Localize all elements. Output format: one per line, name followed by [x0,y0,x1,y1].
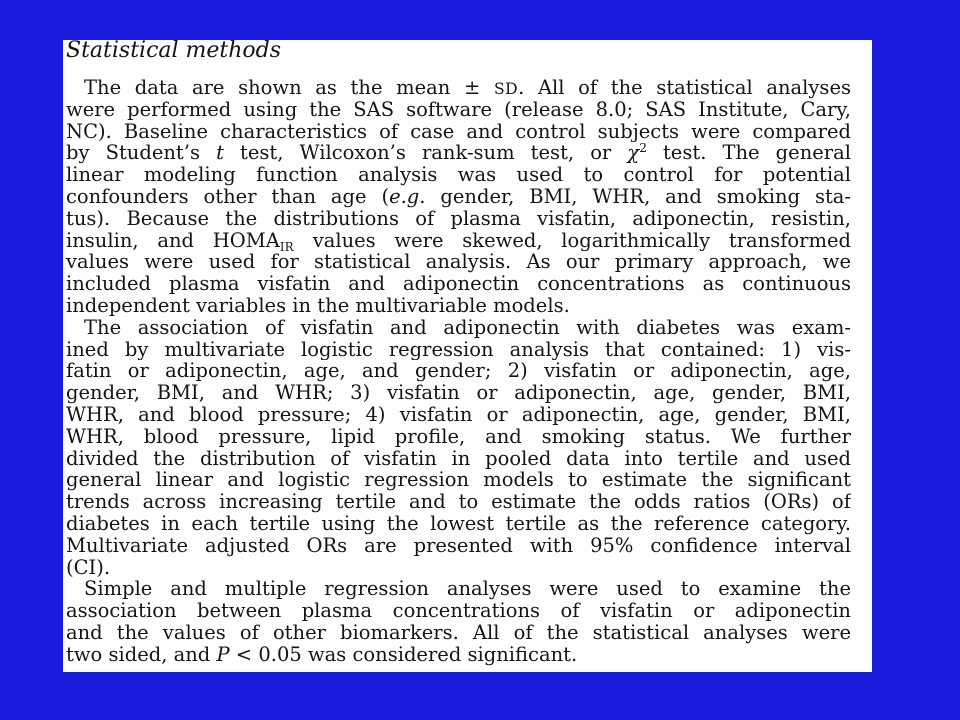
paragraph-logistic-regression [66,317,851,579]
text-segment: confounders other than age ( [66,185,390,208]
text-segment: two sided, and [66,643,217,666]
text-line: association between plasma concentrations of visfatin or adiponectin [66,600,851,622]
text-segment: gender, BMI, WHR, and smoking sta- [425,185,851,208]
text-segment: The data are shown as the mean ± [84,77,494,99]
text-line: diabetes in each tertile using the lowest tertile as the reference category. [66,512,851,535]
text-line: NC). Baseline characteristics of case and control subjects were compared [66,120,851,143]
chi-symbol: χ [627,142,640,165]
text-line: Multivariate adjusted ORs are presented with 95% confidence interval [66,534,851,557]
text-line: were performed using the SAS software (release 8.0; SAS Institute, Cary, [66,98,851,121]
text-line [66,186,851,208]
text-segment: . All of the statistical analyses [518,77,851,99]
text-line: values were used for statistical analysis. As our primary approach, we [66,251,851,274]
text-segment: values were skewed, logarithmically transformed [293,229,851,252]
text-segment: by Student’s [66,142,217,165]
text-segment: < 0.05 was considered significant. [229,643,578,666]
text-line: linear modeling function analysis was used to control for potential [66,164,851,186]
text-line [66,644,851,666]
text-line: divided the distribution of visfatin in pooled data into tertile and used [66,447,851,470]
text-line: fatin or adiponectin, age, and gender; 2) visfatin or adiponectin, age, [66,360,851,383]
subscript-ir: IR [279,239,294,252]
superscript-2: 2 [639,142,647,156]
text-segment: insulin, and HOMA [66,229,280,252]
sd-abbreviation: SD [493,80,519,98]
text-line [66,142,851,164]
text-line: Simple and multiple regression analyses were used to examine the [84,578,851,601]
italic-p: P [216,643,230,666]
text-line [66,230,851,252]
paragraph-regression-analyses [66,578,851,665]
text-line: tus). Because the distributions of plasma visfatin, adiponectin, resistin, [66,207,851,230]
text-segment: test, Wilcoxon’s rank-sum test, or [223,142,628,165]
italic-t: t [216,142,224,165]
text-segment: test. The general [646,142,851,165]
text-line: (CI). [66,556,111,579]
paragraph-statistical-analyses [66,77,851,317]
text-line [66,77,851,99]
text-line: trends across increasing tertile and to estimate the odds ratios (ORs) of [66,491,851,513]
text-line: WHR, blood pressure, lipid profile, and smoking status. We further [66,425,851,448]
text-line: The association of visfatin and adiponectin with diabetes was exam- [84,316,851,339]
section-heading: Statistical methods [66,40,282,63]
text-line: ined by multivariate logistic regression analysis that contained: 1) vis- [66,338,851,361]
text-line: independent variables in the multivariable models. [66,294,570,317]
text-line: general linear and logistic regression models to estimate the significant [66,469,851,492]
italic-eg: e.g. [389,185,426,208]
text-line: and the values of other biomarkers. All of the statistical analyses were [66,621,851,644]
text-line: WHR, and blood pressure; 4) visfatin or adiponectin, age, gender, BMI, [66,403,851,426]
text-line: gender, BMI, and WHR; 3) visfatin or adiponectin, age, gender, BMI, [66,382,851,404]
text-line: included plasma visfatin and adiponectin concentrations as continuous [66,273,851,295]
paper-excerpt-panel [63,40,872,672]
